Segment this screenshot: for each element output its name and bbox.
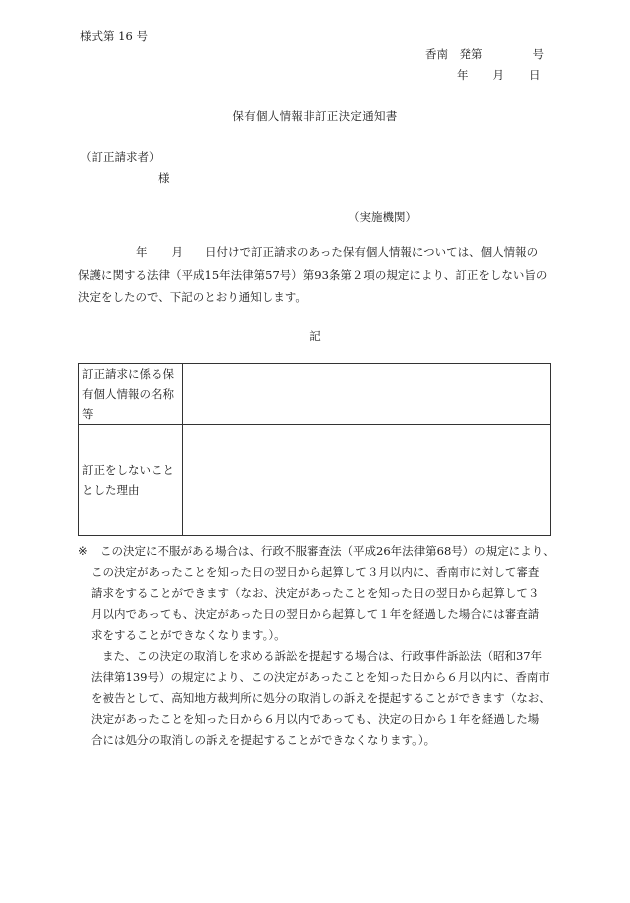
body-line-1 [78,241,552,264]
table-row [79,425,551,536]
note-line: この決定があったことを知った日の翌日から起算して３月以内に、香南市に対して審査 [91,565,540,579]
note-line: 請求をすることができます（なお、決定があったことを知った日の翌日から起算して３ [91,586,540,600]
note-line: 求をすることができなくなります。）。 [91,628,286,642]
note-line [78,541,558,562]
note-line: 決定があったことを知った日から６月以内であっても、決定の日から１年を経過した場 [91,712,540,726]
issue-number-line [425,46,544,62]
document-title: 保有個人情報非訂正決定通知書 [232,109,398,123]
number-suffix: 号 [532,47,544,61]
note-line: 月以内であっても、決定があった日の翌日から起算して１年を経過した場合には審査請 [91,607,540,621]
ki-heading: 記 [309,329,321,343]
issue-date-line [457,67,541,83]
issuer-prefix: 香南 発第 [425,47,483,61]
note-line: 合には処分の取消しの訴えを提起することができなくなります。）。 [91,733,436,747]
form-number: 様式第 16 号 [80,29,148,43]
note-line: 法律第139号）の規定により、この決定があったことを知った日から６月以内に、香南市 [91,670,550,684]
body-year: 年 [136,245,148,259]
body-line-3: 決定をしたので、下記のとおり通知します。 [78,290,307,304]
row2-value [183,425,551,536]
row1-label [79,364,183,425]
body-line-1-text: 日付けで訂正請求のあった保有個人情報については、個人情報の [205,245,539,259]
note-line: また、この決定の取消しを求める訴訟を提起する場合は、行政事件訴訟法（昭和37年 [102,649,543,663]
note-line: を被告として、高知地方裁判所に処分の取消しの訴えを提起することができます（なお、 [91,691,551,705]
date-month: 月 [492,68,504,82]
body-month: 月 [171,245,183,259]
requester-honorific: 様 [158,171,170,185]
table-row [79,364,551,425]
note-text: この決定に不服がある場合は、行政不服審査法（平成26年法律第68号）の規定により、 [100,544,555,558]
requester-label: （訂正請求者） [80,150,161,164]
row1-label-line: 訂正請求に係る保 [82,367,174,381]
row2-label-line: 訂正をしないこと [82,463,174,477]
row2-label [79,425,183,536]
body-line-2: 保護に関する法律（平成15年法律第57号）第93条第２項の規定により、訂正をしない旨の [78,267,548,282]
date-year: 年 [457,68,469,82]
row1-value [183,364,551,425]
row1-label-line: 等 [82,407,94,421]
date-day: 日 [529,68,541,82]
body-paragraph [78,241,552,309]
notes-section [78,541,558,751]
note-mark: ※ [78,544,88,558]
row1-label-line: 有個人情報の名称 [82,387,174,401]
agency-label: （実施機関） [348,210,417,224]
row2-label-line: とした理由 [82,483,140,497]
detail-table [78,363,551,536]
